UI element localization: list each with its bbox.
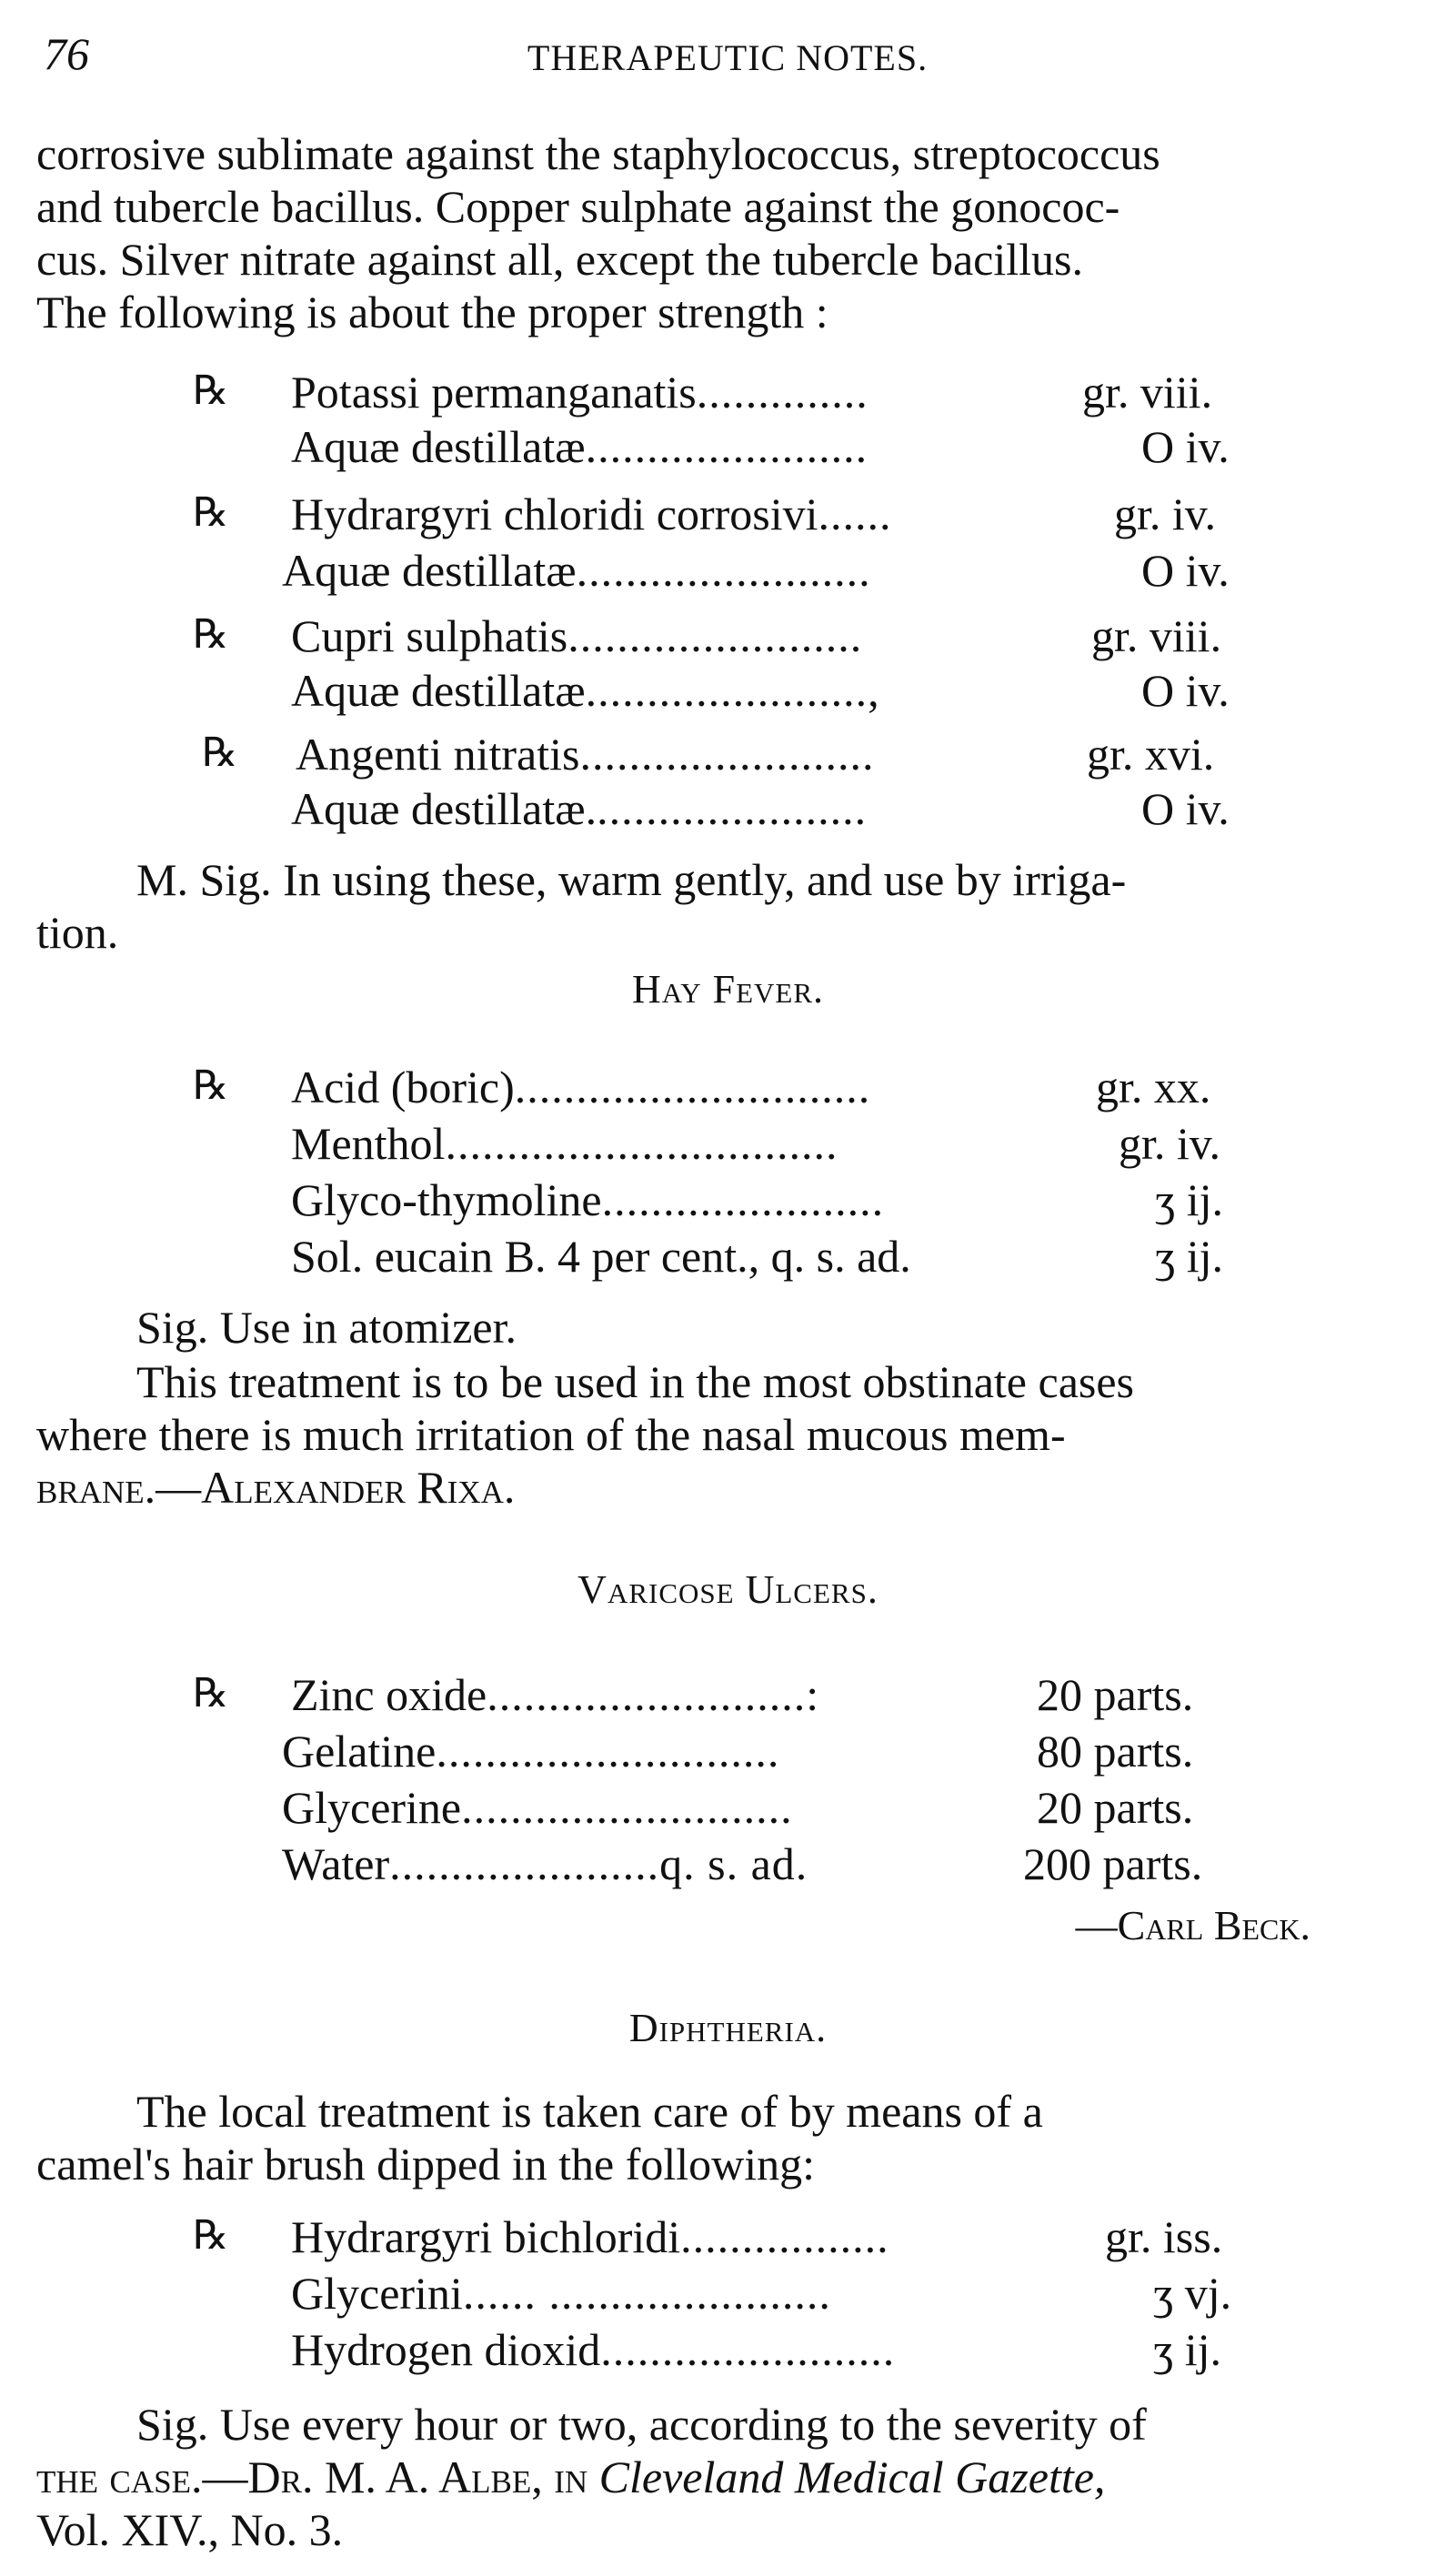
rx-line [0, 366, 1456, 422]
rx-symbol: ℞ [193, 490, 229, 535]
leader-dots: ...... ....................... [462, 2268, 831, 2319]
ingredient-name: Glycerini [291, 2268, 463, 2319]
section-heading-diphtheria: Diphtheria. [628, 2006, 828, 2050]
rx-line [0, 488, 1456, 544]
running-head [36, 27, 1419, 91]
signature-line: tion. [36, 907, 119, 958]
rx-line [0, 1117, 1456, 1173]
ingredient-name: Aquæ destillatæ. [291, 783, 597, 834]
leader-dots: ..........................: [487, 1669, 820, 1720]
ingredient-name: Glyco-thymoline [291, 1174, 602, 1225]
dose-amount: gr. viii. [1091, 610, 1222, 661]
sig-line: Vol. XIV., No. 3. [36, 2504, 344, 2555]
rx-line [0, 544, 1456, 600]
rx-line [0, 2323, 1456, 2380]
ingredient-name: Water [282, 1838, 390, 1889]
dose-amount: O iv. [1141, 665, 1230, 716]
dose-amount: gr. viii. [1082, 367, 1213, 418]
dose-amount: 20 parts. [1037, 1669, 1194, 1720]
dose-amount: O iv. [1141, 545, 1230, 596]
sig-line: Sig. Use in atomizer. [136, 1302, 517, 1353]
dose-amount: ʒ ij. [1155, 1231, 1223, 1282]
rx-symbol: ℞ [193, 1671, 229, 1716]
sig-line: Sig. Use every hour or two, according to the severity of [136, 2399, 1147, 2450]
ingredient-name: Acid (boric) [291, 1062, 515, 1112]
dose-amount: 80 parts. [1037, 1726, 1194, 1777]
rx-symbol: ℞ [193, 368, 229, 413]
leader-dots: ......................., [585, 665, 880, 716]
leader-dots: ........................ [600, 2324, 896, 2375]
ingredient-name: Zinc oxide [291, 1669, 487, 1720]
attribution: —Carl Beck. [1075, 1902, 1310, 1948]
leader-dots: ............................. [514, 1062, 871, 1112]
note-line: brane.—Alexander Rixa. [36, 1462, 516, 1513]
dose-amount: gr. xvi. [1087, 729, 1215, 780]
rx-line [0, 420, 1456, 477]
note-line: where there is much irritation of the nasal mucous mem- [36, 1409, 1066, 1460]
signature-line: M. Sig. In using these, warm gently, and use by irriga- [136, 854, 1127, 905]
ingredient-name: Potassi permanganatis [291, 367, 697, 418]
ingredient-name: Aquæ destillatæ [282, 545, 577, 596]
ingredient-name: Hydrargyri bichloridi [291, 2211, 681, 2262]
dose-amount: ʒ ij. [1155, 1174, 1223, 1225]
intro-line: The following is about the proper strength : [36, 287, 828, 337]
note-line: This treatment is to be used in the most obstinate cases [136, 1356, 1134, 1407]
dose-amount: ʒ vj. [1153, 2268, 1232, 2319]
section-heading-hay-fever: Hay Fever. [631, 967, 825, 1012]
dose-amount: gr. iv. [1114, 488, 1217, 539]
journal-title: Cleveland Medical Gazette, [598, 2451, 1106, 2502]
rx-line [0, 2267, 1456, 2323]
leader-dots: .............. [696, 367, 869, 418]
leader-dots: ................................ [445, 1118, 838, 1169]
leader-dots: ...... [818, 488, 892, 539]
rx-symbol: ℞ [193, 612, 229, 657]
leader-dots: ........................ [576, 545, 871, 596]
ingredient-name: Aquæ destillatæ [291, 665, 586, 716]
rx-symbol: ℞ [193, 2213, 229, 2258]
ingredient-name: Angenti nitratis [296, 729, 580, 780]
rx-line [0, 1061, 1456, 1117]
ingredient-name: Sol. eucain B. 4 per cent., q. s. ad. [291, 1231, 911, 1282]
leader-dots: ........................... [461, 1782, 793, 1833]
ingredient-name: Gelatine [282, 1726, 437, 1777]
ingredient-name: Aquæ destillatæ [291, 421, 586, 472]
dose-amount: gr. iv. [1119, 1118, 1221, 1169]
ingredient-name: Hydrargyri chloridi corrosivi [291, 488, 818, 539]
rx-line [0, 1837, 1456, 1894]
rx-symbol: ℞ [193, 1063, 229, 1108]
rx-line [0, 1173, 1456, 1230]
leader-dots: ............................ [436, 1726, 780, 1777]
dose-amount: gr. xx. [1096, 1062, 1211, 1112]
ingredient-name: Menthol [291, 1118, 446, 1169]
intro-line: and tubercle bacillus. Copper sulphate against the gonococ- [36, 181, 1120, 232]
dose-amount: gr. iss. [1105, 2211, 1223, 2262]
ingredient-name: Glycerine [282, 1782, 462, 1833]
dose-amount: ʒ ij. [1153, 2324, 1221, 2375]
dose-amount: O iv. [1141, 783, 1230, 834]
intro-line: camel's hair brush dipped in the following: [36, 2139, 816, 2190]
leader-dots: ....................... [585, 421, 869, 472]
rx-line [0, 782, 1456, 839]
section-heading-varicose-ulcers: Varicose Ulcers. [577, 1567, 879, 1612]
sig-line [36, 2451, 1419, 2503]
intro-line: corrosive sublimate against the staphylococcus, streptococcus [36, 128, 1160, 179]
rx-line [0, 1668, 1456, 1725]
rx-line [0, 1230, 1456, 1286]
dose-amount: 200 parts. [1023, 1838, 1203, 1889]
intro-line: The local treatment is taken care of by means of a [136, 2086, 1043, 2137]
dose-amount: O iv. [1141, 421, 1230, 472]
leader-dots: ................. [680, 2211, 889, 2262]
rx-line [0, 2210, 1456, 2267]
leader-dots: ......................q. s. ad. [389, 1838, 808, 1889]
page-number: 76 [44, 28, 89, 79]
rx-symbol: ℞ [202, 730, 238, 775]
rx-line [0, 609, 1456, 666]
leader-dots: ........................ [579, 729, 875, 780]
leader-dots: ...................... [597, 783, 868, 834]
rx-line [0, 728, 1456, 784]
running-title: THERAPEUTIC NOTES. [527, 37, 929, 78]
dose-amount: 20 parts. [1037, 1782, 1194, 1833]
rx-line [0, 1725, 1456, 1781]
ingredient-name: Hydrogen dioxid [291, 2324, 601, 2375]
leader-dots: ........................ [567, 610, 863, 661]
sig-citation-text: the case.—Dr. M. A. Albe, in [36, 2451, 599, 2502]
ingredient-name: Cupri sulphatis [291, 610, 568, 661]
leader-dots: ....................... [601, 1174, 885, 1225]
rx-line [0, 1781, 1456, 1837]
intro-line: cus. Silver nitrate against all, except the tubercle bacillus. [36, 234, 1083, 285]
rx-line [0, 664, 1456, 720]
